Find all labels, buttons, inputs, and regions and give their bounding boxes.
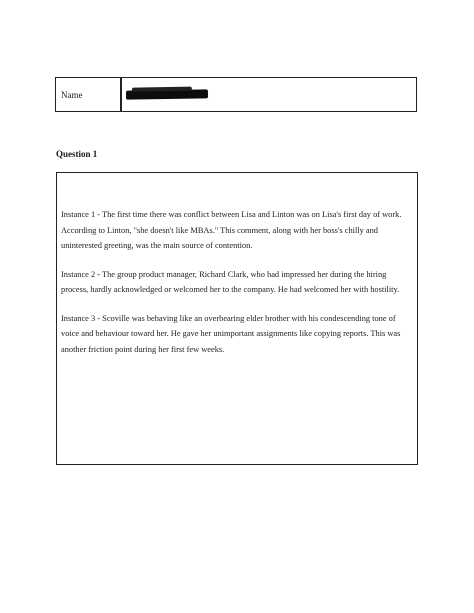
name-table <box>55 77 417 112</box>
name-label-cell <box>56 78 122 111</box>
instance-2-text: Instance 2 - The group product manager, Richard Clark, who had impressed her during the hiring process, hardly acknowledged or welcomed her to the company. He had welcomed her with hostility. <box>61 269 400 294</box>
name-label: Name <box>61 89 83 100</box>
question-title: Question 1 <box>56 149 98 159</box>
instance-1-text: Instance 1 - The first time there was conflict between Lisa and Linton was on Lisa's first day of work. According to Linton, "she doesn't like MBAs." This comment, along with her boss's chilly and uninterested greeting, was the main source of contention. <box>61 210 402 250</box>
answer-box <box>56 172 418 465</box>
redacted-name <box>126 89 208 99</box>
instance-3-text: Instance 3 - Scoville was behaving like an overbearing elder brother with his condescending tone of voice and behaviour toward her. He gave her unimportant assignments like copying reports. This was another friction point during her first few weeks. <box>61 313 401 354</box>
name-value-cell <box>122 78 416 111</box>
